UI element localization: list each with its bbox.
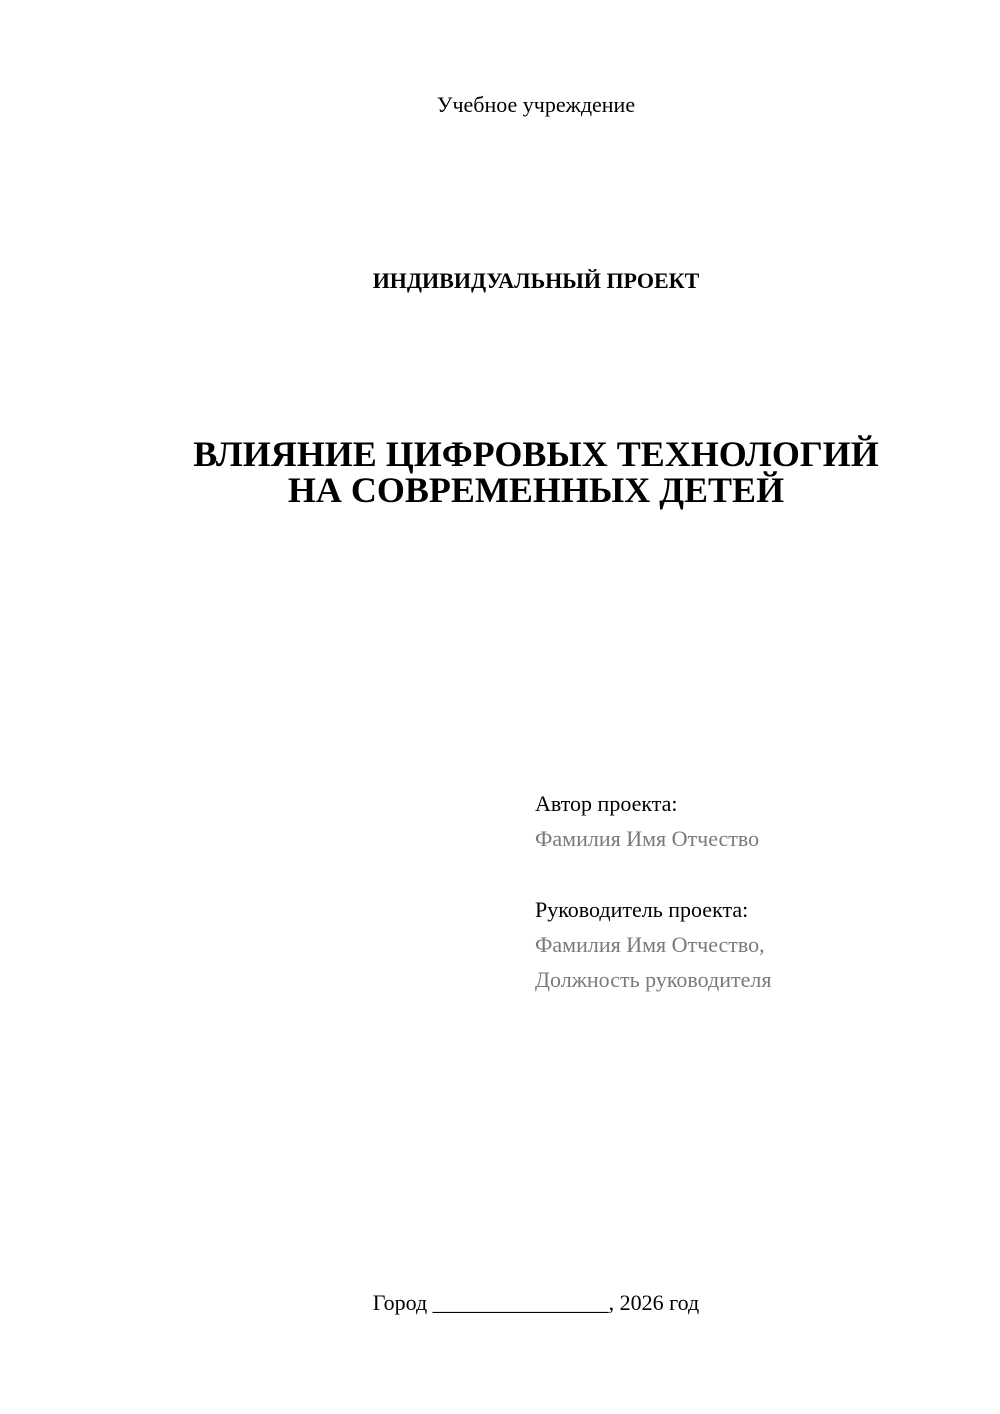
author-label: Автор проекта: <box>535 791 678 816</box>
supervisor-label: Руководитель проекта: <box>535 897 749 922</box>
supervisor-position: Должность руководителя <box>535 967 772 992</box>
author-name: Фамилия Имя Отчество <box>535 826 760 851</box>
author-block <box>535 786 955 856</box>
supervisor-name: Фамилия Имя Отчество, <box>535 932 765 957</box>
project-type: ИНДИВИДУАЛЬНЫЙ ПРОЕКТ <box>372 268 700 293</box>
city-year: Город ________________, 2026 год <box>372 1290 700 1315</box>
supervisor-block <box>535 892 955 997</box>
institution-name: Учебное учреждение <box>436 92 636 117</box>
project-title-line-2: НА СОВРЕМЕННЫХ ДЕТЕЙ <box>287 470 785 510</box>
project-title <box>0 436 1000 508</box>
project-title-line-1: ВЛИЯНИЕ ЦИФРОВЫХ ТЕХНОЛОГИЙ <box>193 434 879 474</box>
